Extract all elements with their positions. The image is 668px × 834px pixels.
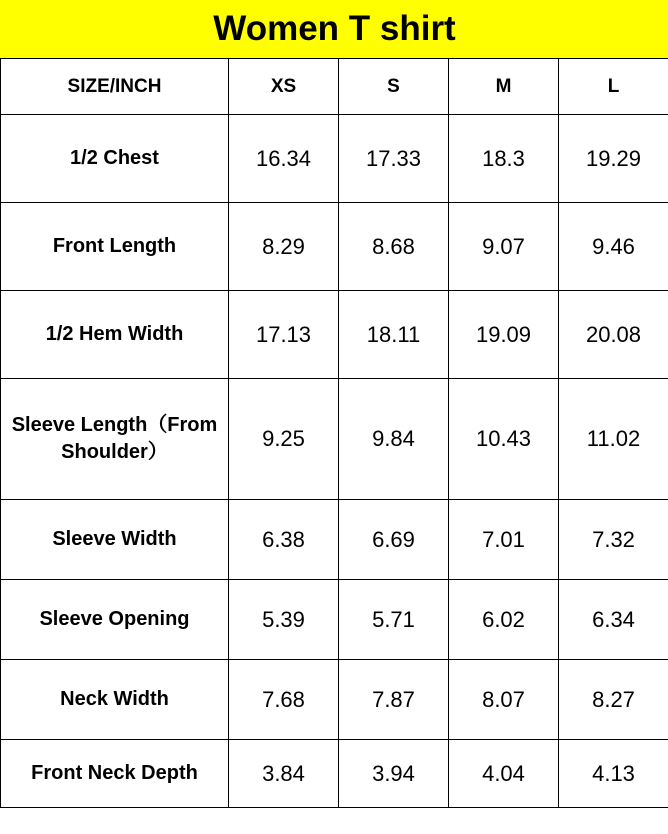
cell-sleeve-length-s: 9.84 (339, 379, 449, 500)
cell-front-length-l: 9.46 (559, 203, 668, 291)
column-header-s: S (339, 59, 449, 115)
row-label-sleeve-opening: Sleeve Opening (1, 580, 229, 660)
cell-sleeve-length-xs: 9.25 (229, 379, 339, 500)
table-row (1, 203, 668, 291)
column-header-xs: XS (229, 59, 339, 115)
cell-neck-width-xs: 7.68 (229, 660, 339, 740)
cell-half-chest-m: 18.3 (449, 115, 559, 203)
row-label-neck-width: Neck Width (1, 660, 229, 740)
cell-half-hem-width-m: 19.09 (449, 291, 559, 379)
cell-neck-width-m: 8.07 (449, 660, 559, 740)
column-header-m: M (449, 59, 559, 115)
cell-front-length-s: 8.68 (339, 203, 449, 291)
cell-front-length-m: 9.07 (449, 203, 559, 291)
cell-sleeve-length-m: 10.43 (449, 379, 559, 500)
cell-sleeve-opening-l: 6.34 (559, 580, 668, 660)
cell-sleeve-length-l: 11.02 (559, 379, 668, 500)
row-label-half-hem-width: 1/2 Hem Width (1, 291, 229, 379)
table-row (1, 379, 668, 500)
row-label-front-length: Front Length (1, 203, 229, 291)
cell-half-chest-l: 19.29 (559, 115, 668, 203)
table-row (1, 580, 668, 660)
cell-sleeve-width-l: 7.32 (559, 500, 668, 580)
table-row (1, 500, 668, 580)
table-row (1, 291, 668, 379)
column-header-l: L (559, 59, 668, 115)
cell-half-hem-width-l: 20.08 (559, 291, 668, 379)
cell-sleeve-width-xs: 6.38 (229, 500, 339, 580)
cell-front-neck-depth-l: 4.13 (559, 740, 668, 808)
cell-front-neck-depth-m: 4.04 (449, 740, 559, 808)
cell-half-chest-xs: 16.34 (229, 115, 339, 203)
table-row (1, 660, 668, 740)
page-title: Women T shirt (1, 1, 668, 59)
table-row (1, 115, 668, 203)
cell-sleeve-opening-m: 6.02 (449, 580, 559, 660)
row-label-sleeve-length: Sleeve Length（From Shoulder） (1, 379, 229, 500)
column-header-size-inch: SIZE/INCH (1, 59, 229, 115)
row-label-front-neck-depth: Front Neck Depth (1, 740, 229, 808)
cell-neck-width-s: 7.87 (339, 660, 449, 740)
table-row (1, 740, 668, 808)
cell-front-length-xs: 8.29 (229, 203, 339, 291)
cell-front-neck-depth-xs: 3.84 (229, 740, 339, 808)
cell-half-hem-width-xs: 17.13 (229, 291, 339, 379)
title-row (1, 1, 668, 59)
table-header-row (1, 59, 668, 115)
cell-half-chest-s: 17.33 (339, 115, 449, 203)
cell-half-hem-width-s: 18.11 (339, 291, 449, 379)
cell-sleeve-opening-s: 5.71 (339, 580, 449, 660)
cell-front-neck-depth-s: 3.94 (339, 740, 449, 808)
cell-sleeve-width-s: 6.69 (339, 500, 449, 580)
cell-sleeve-width-m: 7.01 (449, 500, 559, 580)
cell-neck-width-l: 8.27 (559, 660, 668, 740)
row-label-half-chest: 1/2 Chest (1, 115, 229, 203)
row-label-sleeve-width: Sleeve Width (1, 500, 229, 580)
cell-sleeve-opening-xs: 5.39 (229, 580, 339, 660)
